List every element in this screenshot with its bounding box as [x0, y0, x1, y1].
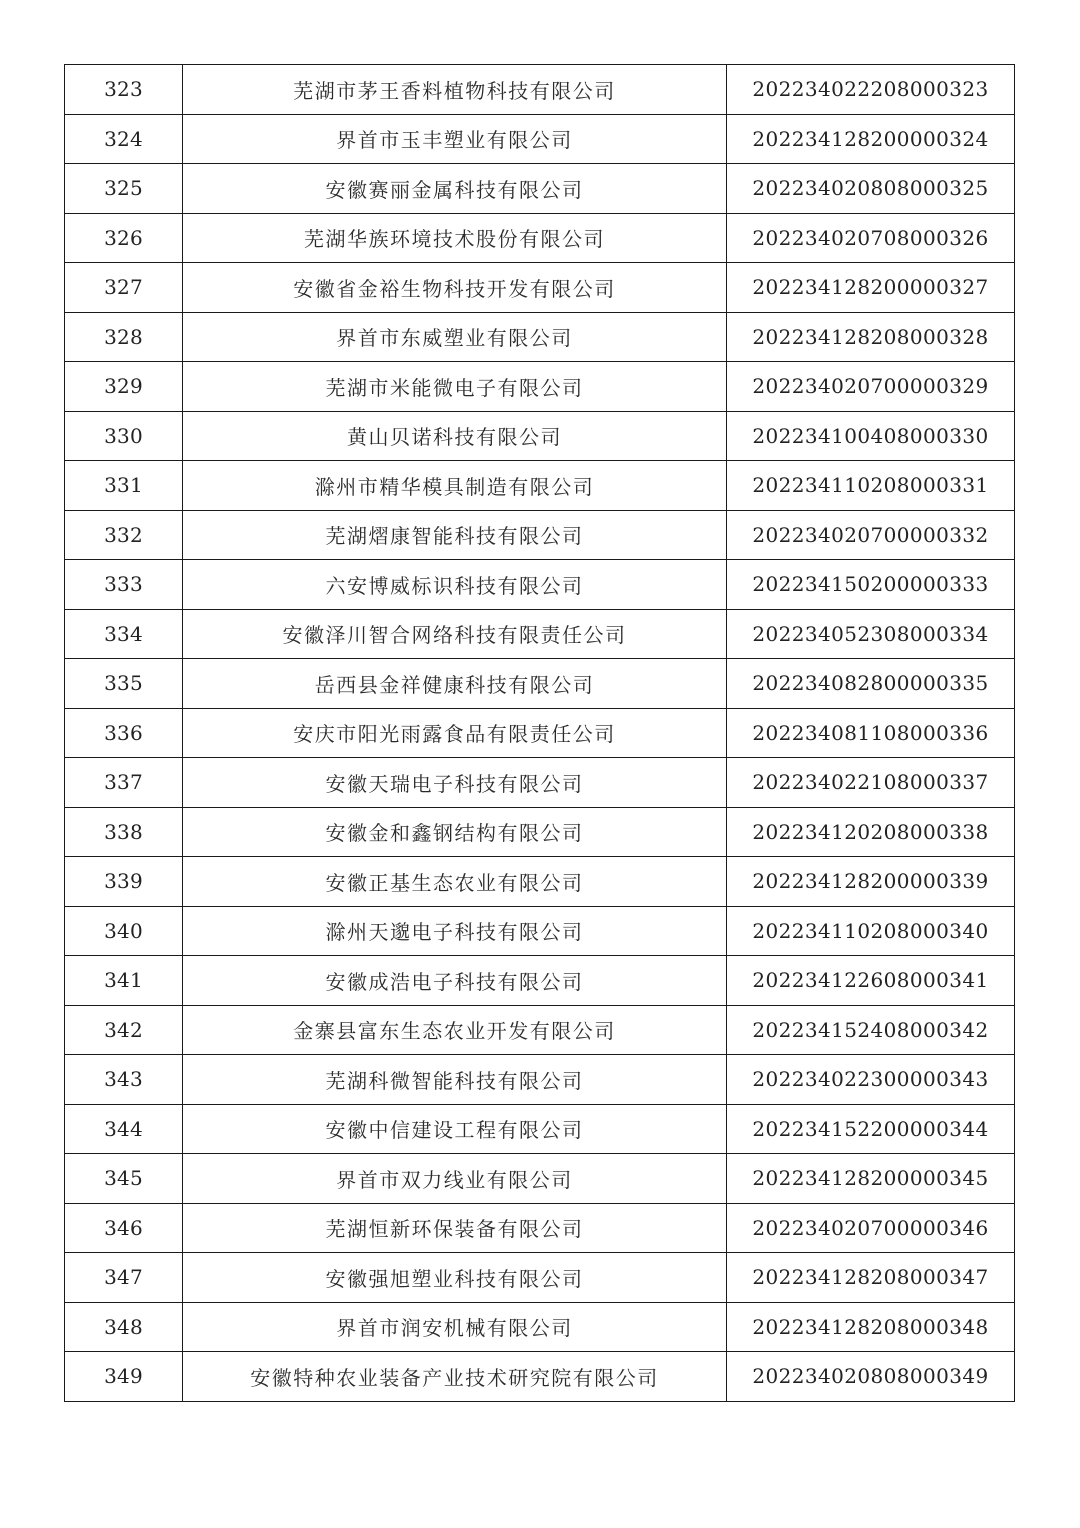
table-row — [65, 1253, 1015, 1303]
document-page — [64, 64, 1014, 1402]
registration-code-cell: 202234022208000323 — [727, 65, 1015, 115]
table-row — [65, 560, 1015, 610]
company-name-cell: 安徽成浩电子科技有限公司 — [183, 956, 727, 1006]
company-name-cell: 安徽泽川智合网络科技有限责任公司 — [183, 609, 727, 659]
table-row — [65, 114, 1015, 164]
table-row — [65, 312, 1015, 362]
serial-number-cell: 347 — [65, 1253, 183, 1303]
serial-number-cell: 334 — [65, 609, 183, 659]
company-name-cell: 界首市玉丰塑业有限公司 — [183, 114, 727, 164]
registration-code-cell: 202234022108000337 — [727, 758, 1015, 808]
company-name-cell: 安徽特种农业装备产业技术研究院有限公司 — [183, 1352, 727, 1402]
company-name-cell: 岳西县金祥健康科技有限公司 — [183, 659, 727, 709]
company-name-cell: 安徽强旭塑业科技有限公司 — [183, 1253, 727, 1303]
table-row — [65, 411, 1015, 461]
registration-code-cell: 202234110208000340 — [727, 906, 1015, 956]
company-name-cell: 安徽正基生态农业有限公司 — [183, 857, 727, 907]
registration-code-cell: 202234150200000333 — [727, 560, 1015, 610]
serial-number-cell: 338 — [65, 807, 183, 857]
table-row — [65, 1154, 1015, 1204]
registration-code-cell: 202234020700000346 — [727, 1203, 1015, 1253]
company-name-cell: 界首市润安机械有限公司 — [183, 1302, 727, 1352]
serial-number-cell: 332 — [65, 510, 183, 560]
serial-number-cell: 326 — [65, 213, 183, 263]
table-row — [65, 263, 1015, 313]
serial-number-cell: 340 — [65, 906, 183, 956]
table-row — [65, 956, 1015, 1006]
company-name-cell: 安庆市阳光雨露食品有限责任公司 — [183, 708, 727, 758]
serial-number-cell: 344 — [65, 1104, 183, 1154]
registration-code-cell: 202234052308000334 — [727, 609, 1015, 659]
company-name-cell: 安徽省金裕生物科技开发有限公司 — [183, 263, 727, 313]
registration-code-cell: 202234020808000325 — [727, 164, 1015, 214]
company-name-cell: 芜湖熠康智能科技有限公司 — [183, 510, 727, 560]
registration-code-cell: 202234081108000336 — [727, 708, 1015, 758]
serial-number-cell: 325 — [65, 164, 183, 214]
company-name-cell: 安徽金和鑫钢结构有限公司 — [183, 807, 727, 857]
company-registry-table — [64, 64, 1015, 1402]
table-row — [65, 758, 1015, 808]
registration-code-cell: 202234082800000335 — [727, 659, 1015, 709]
table-row — [65, 461, 1015, 511]
company-name-cell: 界首市东威塑业有限公司 — [183, 312, 727, 362]
serial-number-cell: 341 — [65, 956, 183, 1006]
registration-code-cell: 202234128200000345 — [727, 1154, 1015, 1204]
registration-code-cell: 202234128208000328 — [727, 312, 1015, 362]
table-row — [65, 857, 1015, 907]
registration-code-cell: 202234128200000324 — [727, 114, 1015, 164]
company-name-cell: 安徽天瑞电子科技有限公司 — [183, 758, 727, 808]
company-name-cell: 芜湖市米能微电子有限公司 — [183, 362, 727, 412]
company-name-cell: 金寨县富东生态农业开发有限公司 — [183, 1005, 727, 1055]
table-row — [65, 807, 1015, 857]
registration-code-cell: 202234020700000329 — [727, 362, 1015, 412]
serial-number-cell: 343 — [65, 1055, 183, 1105]
company-name-cell: 滁州市精华模具制造有限公司 — [183, 461, 727, 511]
serial-number-cell: 349 — [65, 1352, 183, 1402]
serial-number-cell: 336 — [65, 708, 183, 758]
company-name-cell: 安徽中信建设工程有限公司 — [183, 1104, 727, 1154]
company-name-cell: 芜湖华族环境技术股份有限公司 — [183, 213, 727, 263]
registration-code-cell: 202234128208000347 — [727, 1253, 1015, 1303]
registration-code-cell: 202234152408000342 — [727, 1005, 1015, 1055]
table-row — [65, 708, 1015, 758]
table-row — [65, 609, 1015, 659]
table-row — [65, 213, 1015, 263]
serial-number-cell: 345 — [65, 1154, 183, 1204]
registration-code-cell: 202234022300000343 — [727, 1055, 1015, 1105]
company-name-cell: 六安博威标识科技有限公司 — [183, 560, 727, 610]
table-row — [65, 65, 1015, 115]
table-row — [65, 362, 1015, 412]
company-name-cell: 滁州天邈电子科技有限公司 — [183, 906, 727, 956]
registration-code-cell: 202234128208000348 — [727, 1302, 1015, 1352]
registration-code-cell: 202234128200000339 — [727, 857, 1015, 907]
serial-number-cell: 329 — [65, 362, 183, 412]
table-row — [65, 906, 1015, 956]
registration-code-cell: 202234120208000338 — [727, 807, 1015, 857]
registration-code-cell: 202234122608000341 — [727, 956, 1015, 1006]
serial-number-cell: 330 — [65, 411, 183, 461]
registration-code-cell: 202234152200000344 — [727, 1104, 1015, 1154]
table-body — [65, 65, 1015, 1402]
table-row — [65, 1352, 1015, 1402]
company-name-cell: 黄山贝诺科技有限公司 — [183, 411, 727, 461]
serial-number-cell: 348 — [65, 1302, 183, 1352]
table-row — [65, 659, 1015, 709]
company-name-cell: 芜湖科微智能科技有限公司 — [183, 1055, 727, 1105]
serial-number-cell: 327 — [65, 263, 183, 313]
company-name-cell: 安徽赛丽金属科技有限公司 — [183, 164, 727, 214]
registration-code-cell: 202234110208000331 — [727, 461, 1015, 511]
serial-number-cell: 323 — [65, 65, 183, 115]
serial-number-cell: 337 — [65, 758, 183, 808]
serial-number-cell: 342 — [65, 1005, 183, 1055]
table-row — [65, 1055, 1015, 1105]
table-row — [65, 1203, 1015, 1253]
serial-number-cell: 335 — [65, 659, 183, 709]
serial-number-cell: 333 — [65, 560, 183, 610]
company-name-cell: 芜湖恒新环保装备有限公司 — [183, 1203, 727, 1253]
company-name-cell: 芜湖市茅王香料植物科技有限公司 — [183, 65, 727, 115]
table-row — [65, 1104, 1015, 1154]
registration-code-cell: 202234100408000330 — [727, 411, 1015, 461]
registration-code-cell: 202234020808000349 — [727, 1352, 1015, 1402]
registration-code-cell: 202234020700000332 — [727, 510, 1015, 560]
serial-number-cell: 328 — [65, 312, 183, 362]
table-row — [65, 1302, 1015, 1352]
serial-number-cell: 339 — [65, 857, 183, 907]
table-row — [65, 510, 1015, 560]
registration-code-cell: 202234128200000327 — [727, 263, 1015, 313]
company-name-cell: 界首市双力线业有限公司 — [183, 1154, 727, 1204]
serial-number-cell: 331 — [65, 461, 183, 511]
serial-number-cell: 346 — [65, 1203, 183, 1253]
table-row — [65, 1005, 1015, 1055]
table-row — [65, 164, 1015, 214]
serial-number-cell: 324 — [65, 114, 183, 164]
registration-code-cell: 202234020708000326 — [727, 213, 1015, 263]
